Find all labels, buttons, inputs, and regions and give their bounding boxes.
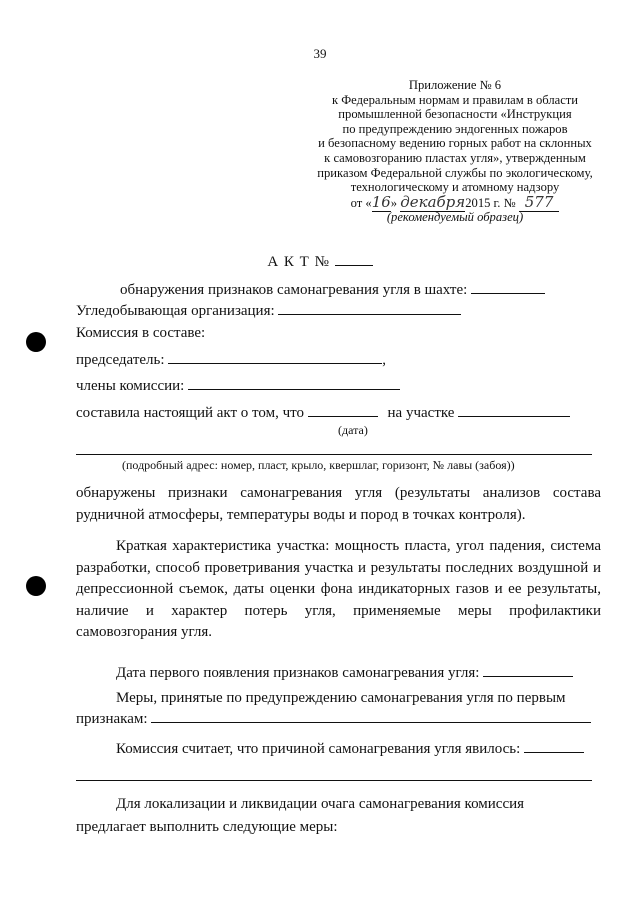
organization-line [76,302,461,320]
order-month: декабря [400,192,466,211]
date-mid: » [390,195,401,210]
appendix-line: и безопасному ведению горных работ на склонных [318,136,592,151]
appendix-line: промышленной безопасности «Инструкция [338,107,572,122]
characteristic-paragraph [76,536,601,644]
appendix-line: Приложение № 6 [408,78,502,92]
first-date-blank[interactable] [483,664,573,677]
appendix-line: технологическому и атомному надзору [350,180,560,195]
cause-label: Комиссия считает, что причиной самонагревания угля явилось: [116,741,521,757]
compiled-label: составила настоящий акт о том, что [76,405,305,421]
date-blank[interactable] [308,404,378,417]
mine-blank[interactable] [471,281,545,294]
act-title [0,253,640,271]
cause-continuation-blank[interactable] [76,780,592,781]
section-blank[interactable] [458,404,570,417]
order-year: 2015 г. № [465,195,519,210]
order-day: 16 [371,192,391,211]
members-blank[interactable] [188,377,400,390]
measures-label: признакам: [76,711,148,727]
members-line [76,377,400,395]
date-caption: (дата) [338,423,368,437]
detection-line [120,281,545,299]
order-date-line [300,192,610,211]
punch-hole-bottom [26,576,46,596]
first-date-label: Дата первого появления признаков самонагревания угля: [116,665,480,681]
measures-line-1 [76,688,601,710]
appendix-line: по предупреждению эндогенных пожаров [342,121,568,136]
address-blank[interactable] [76,454,592,455]
members-label: члены комиссии: [76,378,185,394]
chairman-line [76,351,386,369]
compiled-line [76,404,570,422]
appendix-line: к Федеральным нормам и правилам в области [331,92,579,107]
address-caption: (подробный адрес: номер, пласт, крыло, квершлаг, горизонт, № лавы (забоя)) [122,458,515,472]
appendix-block [300,78,610,225]
appendix-line: к самовозгоранию пластах угля», утвержденным [324,150,586,165]
chairman-label: председатель: [76,352,165,368]
localize-text: Для локализации и ликвидации очага самонагревания комиссия [116,796,525,812]
characteristic-text: Краткая характеристика участка: мощность пласта, угол падения, система разработки, способ проветривания участка и результаты последних воздушной и депрессионной съемок, даты оценки фона индикаторных газов и ее результаты, наличие и характер потерь угля, применяемые меры профилактики самовозгорания угля. [76,538,601,640]
commission-label: Комиссия в составе: [76,325,206,341]
punch-hole-top [26,332,46,352]
detected-paragraph: обнаружены признаки самонагревания угля (результаты анализов состава рудничной атмосферы, температуры воды и пород в точках контроля). [76,485,601,523]
organization-blank[interactable] [278,302,461,315]
measures-text: Меры, принятые по предупреждению самонагревания угля по первым [116,690,566,706]
recommended-sample: (рекомендуемый образец) [386,210,524,225]
localize-line-1 [76,794,601,816]
cause-line [116,740,584,758]
chairman-blank[interactable] [168,351,382,364]
page-number: 39 [313,46,327,61]
localize-line-2: предлагает выполнить следующие меры: [76,819,338,835]
act-title-text: А К Т № [267,254,330,270]
section-label: на участке [387,405,455,421]
act-number-blank[interactable] [335,253,373,266]
chairman-comma: , [382,352,387,368]
order-number: 577 [519,193,560,212]
date-prefix: от « [350,195,372,210]
cause-blank[interactable] [524,740,584,753]
organization-label: Угледобывающая организация: [76,303,275,319]
detection-label: обнаружения признаков самонагревания угля в шахте: [120,282,468,298]
measures-blank[interactable] [151,710,591,723]
measures-line-2 [76,710,591,728]
appendix-line: приказом Федеральной службы по экологическому, [317,165,593,180]
first-date-line [116,664,573,682]
